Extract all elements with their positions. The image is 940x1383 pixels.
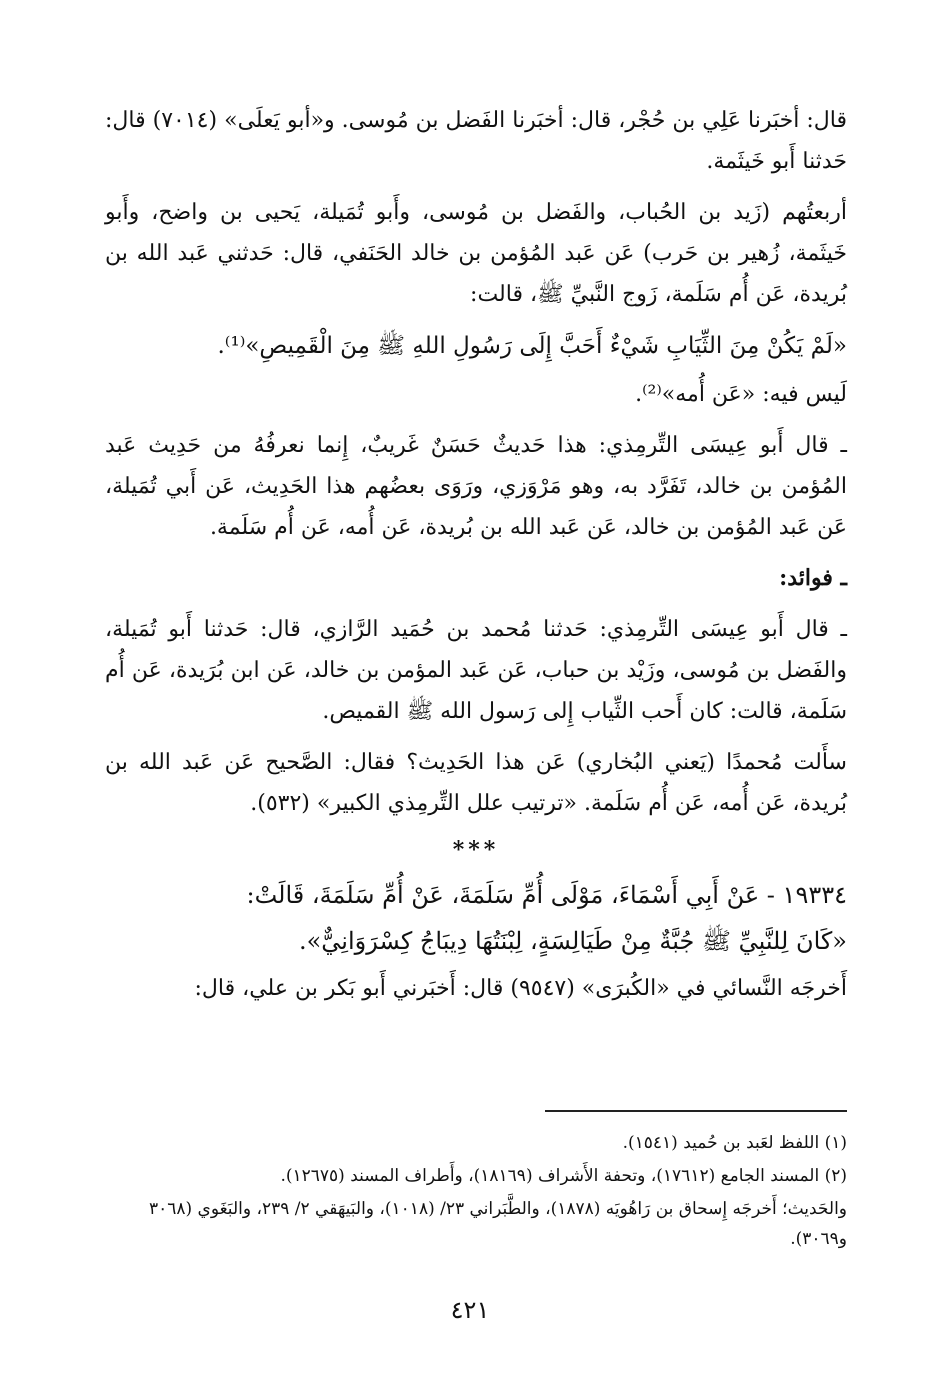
paragraph-tirmidhi-narration: ـ قال أَبو عِيسَى التِّرمِذي: حَدثنا مُحمد بن حُمَيد الرَّازي، قال: حَدثنا أَبو تُمَيلة، والفَضل بن مُوسى، وزَيْد بن حباب، عَن عَبد المؤمن بن خالد، عَن ابن بُرَيدة، عَن أُم سَلَمة، قالت: كان أَحب الثِّياب إِلى رَسول الله ﷺ القميص. (105, 617, 847, 724)
paragraph-bukhari-question: سأَلت مُحمدًا (يَعني البُخاري) عَن هذا الحَدِيث؟ فقال: الصَّحيح عَن عَبد الله بن بُريدة، عَن أُمه، عَن أُم سَلَمة. «ترتيب علل التِّرمِذي الكبير» (٥٣٢). (105, 750, 847, 816)
paragraph-chain-2: أربعتُهم (زَيد بن الحُباب، والفَضل بن مُوسى، وأَبو تُمَيلة، يَحيى بن واضح، وأَبو خَيثَمة، زُهير بن حَرب) عَن عَبد المُؤمن بن خالد الحَنَفي، قال: حَدثني عَبد الله بن بُريدة، عَن أُم سَلَمة، زَوج النَّبيِّ ﷺ، قالت: (105, 200, 847, 307)
section-separator-stars: *** (452, 837, 500, 863)
footnotes (105, 1128, 847, 1257)
hadith-quote-1: «لَمْ يَكُنْ مِنَ الثِّيَابِ شَيْءٌ أَحَبَّ إِلَى رَسُولِ اللهِ ﷺ مِنَ الْقَمِيصِ»⁽¹⁾. (217, 333, 847, 359)
footnote-1: (١) اللفظ لعَبد بن حُميد (١٥٤١). (622, 1133, 847, 1153)
paragraph-tirmidhi-comment: ـ قال أَبو عِيسَى التِّرمِذي: هذا حَديثٌ حَسَنٌ غَريبٌ، إِنما نعرفُهُ من حَدِيث عَبد المُؤمن بن خالد، تَفَرَّد به، وهو مَرْوَزي، ورَوَى بعضُهم هذا الحَدِيث، عَن أَبي تُمَيلة، عَن عَبد المُؤمن بن خالد، عَن عَبد الله بن بُريدة، عَن أُمه، عَن أُم سَلَمة. (105, 433, 847, 540)
main-text (105, 100, 847, 1019)
paragraph-note: لَيس فيه: «عَن أُمه»⁽²⁾. (635, 382, 847, 407)
footnote-2-continued: والحَديث؛ أَخرجَه إِسحاق بن رَاهُويَه (١٨٧٨)، والطَّبَراني ٢٣/ (١٠١٨)، والبَيهَقي ٢/ ٢٣٩، والبَغَوي (٣٠٦٨ و٣٠٦٩). (148, 1199, 847, 1249)
hadith-number-line: ١٩٣٣٤ - عَنْ أَبِي أَسْمَاءَ، مَوْلَى أُمِّ سَلَمَةَ، عَنْ أُمِّ سَلَمَةَ، قَالَتْ: (246, 881, 847, 909)
footnote-2: (٢) المسند الجامع (١٧٦١٢)، وتحفة الأَشراف (١٨١٦٩)، وأَطراف المسند (١٢٦٧٥). (280, 1166, 847, 1186)
page-number: ٤٢١ (450, 1296, 490, 1324)
footnote-divider (545, 1110, 847, 1112)
paragraph-takhrij: أَخرجَه النَّسائي في «الكُبرَى» (٩٥٤٧) قال: أَخبَرني أَبو بَكر بن علي، قال: (194, 976, 847, 1001)
section-heading-benefits: ـ فوائد: (779, 565, 847, 591)
hadith-text: «كَانَ لِلنَّبِيِّ ﷺ جُبَّةٌ مِنْ طَيَالِسَةٍ، لِبْنَتُهَا دِيبَاجُ كِسْرَوَانِيٌّ». (298, 927, 847, 955)
paragraph-chain-1: قال: أخبَرنا عَلِي بن حُجْر، قال: أخبَرنا الفَضل بن مُوسى. و«أبو يَعلَى» (٧٠١٤) قال: حَدثنا أَبو خَيثَمة. (105, 108, 847, 174)
